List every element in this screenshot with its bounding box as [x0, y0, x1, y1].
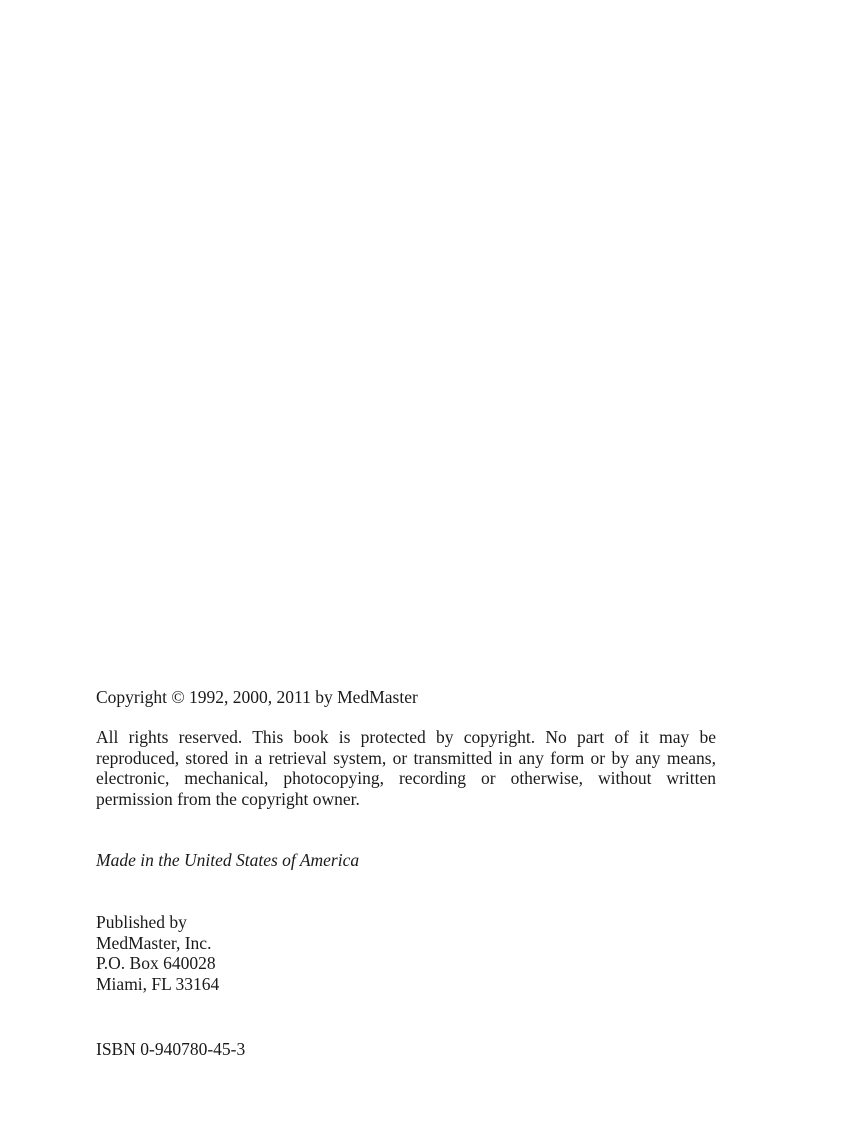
isbn: ISBN 0-940780-45-3 — [96, 1039, 246, 1059]
copyright-line: Copyright © 1992, 2000, 2011 by MedMaster — [96, 687, 418, 707]
rights-statement: All rights reserved. This book is protected by copyright. No part of it may be reproduced, stored in a retrieval system, or transmitted in any form or by any means, electronic, mechanical, photocopying, recording or otherwise, without written permission from the copyright owner. — [96, 727, 716, 809]
made-in-statement: Made in the United States of America — [96, 850, 360, 870]
publisher-city: Miami, FL 33164 — [96, 973, 220, 994]
publisher-address — [96, 912, 716, 994]
publisher-name: MedMaster, Inc. — [96, 932, 212, 953]
publisher-heading: Published by — [96, 912, 187, 932]
publisher-po-box: P.O. Box 640028 — [96, 953, 216, 973]
